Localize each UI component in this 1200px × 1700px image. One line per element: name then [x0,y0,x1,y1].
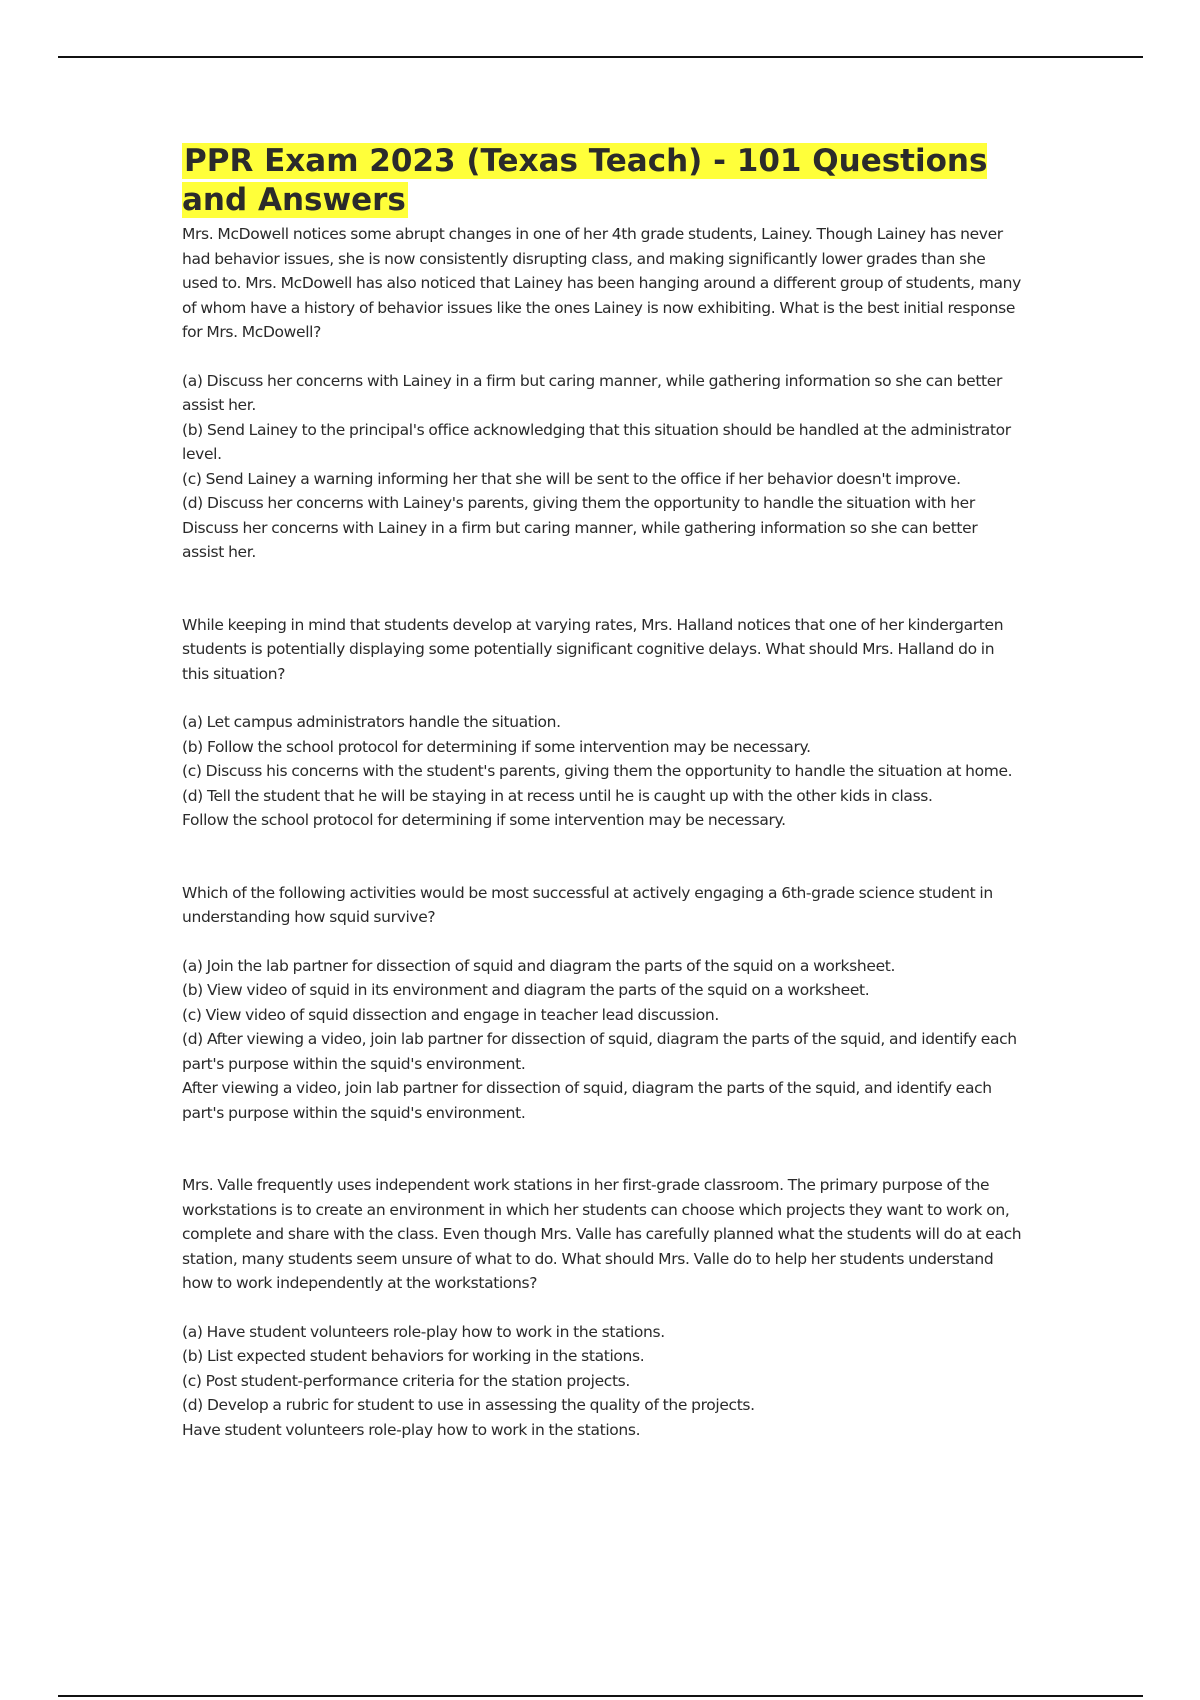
option-a: (a) Let campus administrators handle the situation. [182,713,561,731]
option-a: (a) Discuss her concerns with Lainey in a firm but caring manner, while gathering information so she can better assist her. [182,371,1002,414]
question-2 [182,613,1022,833]
option-c: (c) Post student-performance criteria for the station projects. [182,1371,630,1390]
answer-options [182,710,1022,808]
question-3 [182,881,1022,1126]
question-4 [182,1173,1022,1442]
option-b: (b) List expected student behaviors for working in the stations. [182,1347,645,1365]
footer-rule [58,1695,1143,1697]
option-b: (b) Send Lainey to the principal's office acknowledging that this situation should be handled at the administrator level. [182,420,1011,463]
option-b: (b) Follow the school protocol for determining if some intervention may be necessary. [182,737,811,756]
question-stem: Mrs. McDowell notices some abrupt changes in one of her 4th grade students, Lainey. Though Lainey has never had behavior issues, she is now consistently disrupting class, and making significantly lower grades than she used to. Mrs. McDowell has also noticed that Lainey has been hanging around a different group of students, many of whom have a history of behavior issues like the ones Lainey is now exhibiting. What is the best initial response for Mrs. McDowell? [182,225,1021,341]
correct-answer: Have student volunteers role-play how to work in the stations. [182,1420,641,1439]
option-d: (d) Tell the student that he will be staying in at recess until he is caught up with the other kids in class. [182,786,933,805]
correct-answer: After viewing a video, join lab partner for dissection of squid, diagram the parts of the squid, and identify each part's purpose within the squid's environment. [182,1079,992,1122]
document-body [182,142,1022,1442]
question-1 [182,222,1022,565]
answer-options [182,954,1022,1077]
question-stem: Mrs. Valle frequently uses independent work stations in her first-grade classroom. The primary purpose of the workstations is to create an environment in which her students can choose which projects they want to work on, complete and share with the class. Even though Mrs. Valle has carefully planned what the students will do at each station, many students seem unsure of what to do. What should Mrs. Valle do to help her students understand how to work independently at the workstations? [182,1176,1022,1292]
answer-options [182,369,1022,516]
option-c: (c) Send Lainey a warning informing her that she will be sent to the office if her behavior doesn't improve. [182,469,961,488]
option-b: (b) View video of squid in its environment and diagram the parts of the squid on a worksheet. [182,981,870,999]
option-c: (c) Discuss his concerns with the student's parents, giving them the opportunity to handle the situation at home. [182,762,1013,780]
title-highlight: PPR Exam 2023 (Texas Teach) - 101 Questions and Answers [182,143,988,218]
question-stem: While keeping in mind that students develop at varying rates, Mrs. Halland notices that one of her kindergarten students is potentially displaying some potentially significant cognitive delays. What should Mrs. Halland do in this situation? [182,615,1004,683]
option-d: (d) Discuss her concerns with Lainey's parents, giving them the opportunity to handle the situation with her [182,494,975,512]
question-stem: Which of the following activities would be most successful at actively engaging a 6th-grade science student in understanding how squid survive? [182,883,993,926]
document-title [182,142,1022,220]
header-rule [58,56,1143,58]
correct-answer: Follow the school protocol for determining if some intervention may be necessary. [182,811,786,829]
option-a: (a) Have student volunteers role-play how to work in the stations. [182,1322,665,1341]
option-c: (c) View video of squid dissection and engage in teacher lead discussion. [182,1005,719,1024]
correct-answer: Discuss her concerns with Lainey in a firm but caring manner, while gathering information so she can better assist her. [182,518,978,561]
option-a: (a) Join the lab partner for dissection of squid and diagram the parts of the squid on a worksheet. [182,956,896,975]
answer-options [182,1320,1022,1418]
option-d: (d) After viewing a video, join lab partner for dissection of squid, diagram the parts of the squid, and identify each part's purpose within the squid's environment. [182,1030,1017,1073]
option-d: (d) Develop a rubric for student to use in assessing the quality of the projects. [182,1396,755,1414]
